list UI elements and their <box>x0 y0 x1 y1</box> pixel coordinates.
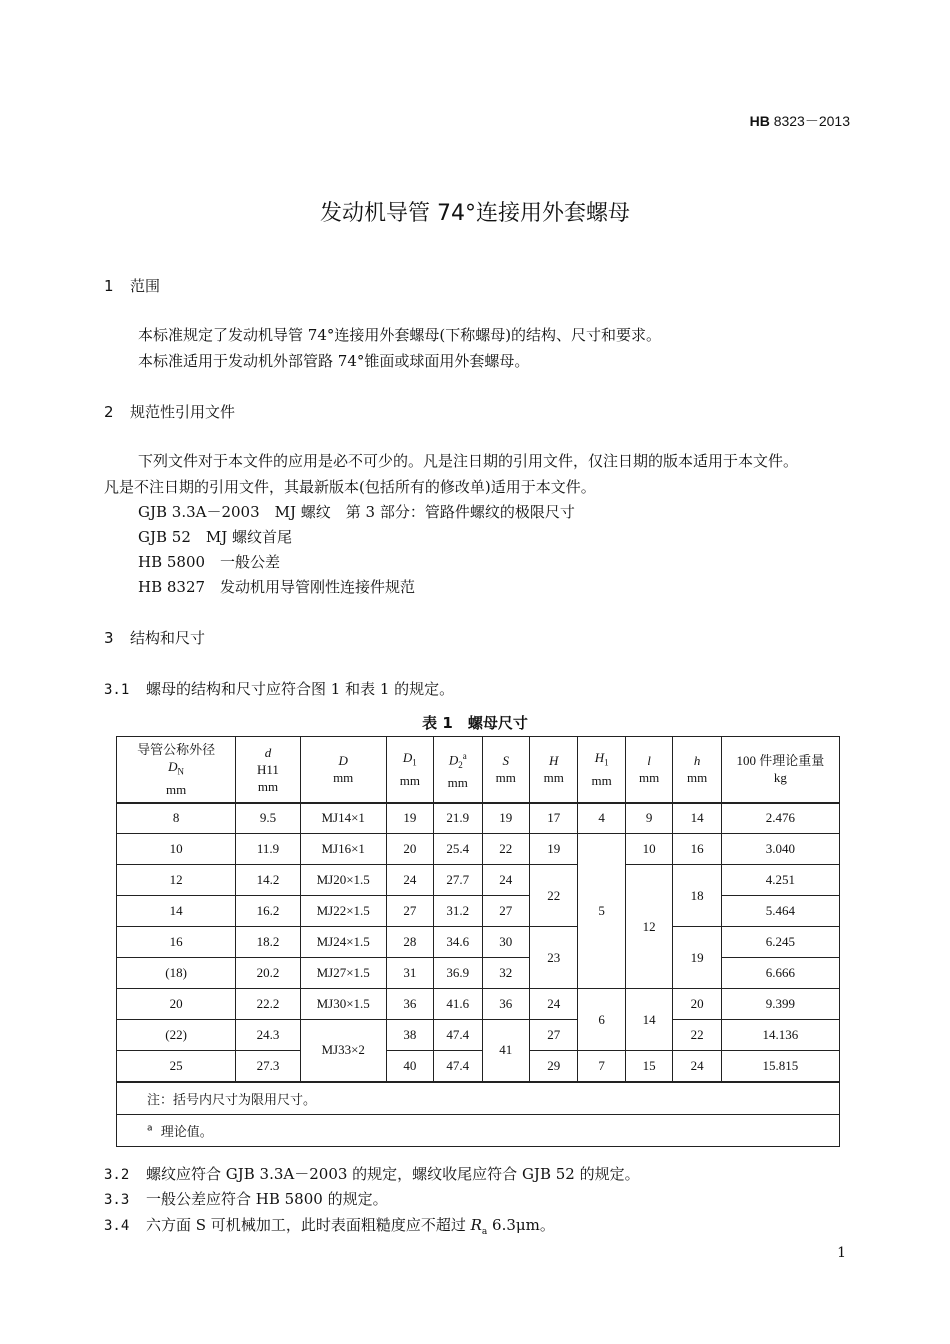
cell: 34.6 <box>434 927 482 958</box>
table-row <box>117 834 840 865</box>
cell: 7 <box>578 1051 625 1082</box>
cell: 2.476 <box>721 803 839 834</box>
cell: 31.2 <box>434 896 482 927</box>
reference-item: HB 8327 发动机用导管刚性连接件规范 <box>138 578 416 596</box>
section-3-heading: 3 结构和尺寸 <box>104 629 206 647</box>
page-title: 发动机导管 74°连接用外套螺母 <box>320 201 630 226</box>
cell: 8 <box>117 803 236 834</box>
cell: MJ22×1.5 <box>300 896 386 927</box>
cell: 20 <box>386 834 433 865</box>
cell: 14.136 <box>721 1020 839 1051</box>
cell: (18) <box>117 958 236 989</box>
cell: 10 <box>117 834 236 865</box>
cell: 27 <box>386 896 433 927</box>
table-header-row <box>117 737 840 803</box>
clause-3-2: 3.2 螺纹应符合 GJB 3.3A－2003 的规定，螺纹收尾应符合 GJB 52 的规定。 <box>104 1165 640 1183</box>
cell: MJ14×1 <box>300 803 386 834</box>
cell: 4 <box>578 803 625 834</box>
header-H: H mm <box>529 737 577 803</box>
cell: 14.2 <box>236 865 301 896</box>
table-footnote: $^a$ 理论值。 <box>117 1114 840 1146</box>
header-S: S mm <box>482 737 529 803</box>
reference-item: HB 5800 一般公差 <box>138 553 281 571</box>
cell: 41.6 <box>434 989 482 1020</box>
header-D2: $D_2^a$ mm <box>434 737 482 803</box>
cell: 40 <box>386 1051 433 1082</box>
cell: 25 <box>117 1051 236 1082</box>
reference-item: GJB 52 MJ 螺纹首尾 <box>138 528 293 546</box>
cell: 30 <box>482 927 529 958</box>
clause-3-3: 3.3 一般公差应符合 HB 5800 的规定。 <box>104 1190 388 1208</box>
cell: 19 <box>482 803 529 834</box>
cell: 12 <box>117 865 236 896</box>
table-row <box>117 958 840 989</box>
cell: 17 <box>529 803 577 834</box>
cell: 3.040 <box>721 834 839 865</box>
cell: 22 <box>482 834 529 865</box>
header-dn: 导管公称外径 $D_N$ mm <box>117 737 236 803</box>
table-note: 注：括号内尺寸为限用尺寸。 <box>117 1082 840 1115</box>
cell: 25.4 <box>434 834 482 865</box>
cell: 19 <box>529 834 577 865</box>
cell: 31 <box>386 958 433 989</box>
section-2-para-1b: 凡是不注日期的引用文件，其最新版本(包括所有的修改单)适用于本文件。 <box>104 478 596 496</box>
table-note-row <box>117 1082 840 1115</box>
cell: 22 <box>673 1020 721 1051</box>
cell: 18 <box>673 865 721 927</box>
page-number: 1 <box>837 1245 846 1261</box>
cell: 47.4 <box>434 1051 482 1082</box>
cell: 5.464 <box>721 896 839 927</box>
cell: 16 <box>117 927 236 958</box>
section-1-heading: 1 范围 <box>104 277 161 295</box>
section-2-para-1a: 下列文件对于本文件的应用是必不可少的。凡是注日期的引用文件，仅注日期的版本适用于本文件。 <box>138 452 799 470</box>
cell: 23 <box>529 927 577 989</box>
cell: 21.9 <box>434 803 482 834</box>
cell: 18.2 <box>236 927 301 958</box>
cell: 24 <box>529 989 577 1020</box>
cell: 10 <box>625 834 672 865</box>
cell: 47.4 <box>434 1020 482 1051</box>
cell: 14 <box>673 803 721 834</box>
cell: 15.815 <box>721 1051 839 1082</box>
cell: 9.399 <box>721 989 839 1020</box>
cell: MJ33×2 <box>300 1020 386 1082</box>
cell: 38 <box>386 1020 433 1051</box>
header-h: h mm <box>673 737 721 803</box>
table-row <box>117 896 840 927</box>
header-D: D mm <box>300 737 386 803</box>
cell: 36 <box>386 989 433 1020</box>
reference-item: GJB 3.3A－2003 MJ 螺纹 第 3 部分：管路件螺纹的极限尺寸 <box>138 503 575 521</box>
header-weight: 100 件理论重量 kg <box>721 737 839 803</box>
cell: 27 <box>482 896 529 927</box>
cell: 29 <box>529 1051 577 1082</box>
cell: 6.666 <box>721 958 839 989</box>
cell: 24 <box>482 865 529 896</box>
cell: 5 <box>578 834 625 989</box>
cell: 6.245 <box>721 927 839 958</box>
cell: 32 <box>482 958 529 989</box>
cell: 6 <box>578 989 625 1051</box>
cell: 12 <box>625 865 672 989</box>
cell: 9.5 <box>236 803 301 834</box>
cell: 27.7 <box>434 865 482 896</box>
cell: (22) <box>117 1020 236 1051</box>
cell: MJ27×1.5 <box>300 958 386 989</box>
cell: 11.9 <box>236 834 301 865</box>
header-l: l mm <box>625 737 672 803</box>
nut-dimension-table <box>116 736 840 1147</box>
table-row <box>117 927 840 958</box>
document-number: HB 8323－2013 <box>749 113 850 129</box>
cell: 28 <box>386 927 433 958</box>
cell: 41 <box>482 1020 529 1082</box>
clause-3-1: 3.1 螺母的结构和尺寸应符合图 1 和表 1 的规定。 <box>104 680 455 698</box>
table-row <box>117 803 840 834</box>
cell: 36.9 <box>434 958 482 989</box>
table-row <box>117 1020 840 1051</box>
cell: MJ20×1.5 <box>300 865 386 896</box>
section-1-para-2: 本标准适用于发动机外部管路 74°锥面或球面用外套螺母。 <box>138 352 530 370</box>
cell: 22.2 <box>236 989 301 1020</box>
cell: 16.2 <box>236 896 301 927</box>
cell: 22 <box>529 865 577 927</box>
table-row <box>117 865 840 896</box>
cell: 14 <box>117 896 236 927</box>
cell: 14 <box>625 989 672 1051</box>
cell: 19 <box>386 803 433 834</box>
cell: 27 <box>529 1020 577 1051</box>
cell: MJ16×1 <box>300 834 386 865</box>
cell: 15 <box>625 1051 672 1082</box>
cell: 27.3 <box>236 1051 301 1082</box>
cell: MJ30×1.5 <box>300 989 386 1020</box>
cell: 20 <box>117 989 236 1020</box>
header-D1: $D_1$ mm <box>386 737 433 803</box>
table-footnote-row <box>117 1114 840 1146</box>
cell: 24.3 <box>236 1020 301 1051</box>
table-row <box>117 1051 840 1082</box>
cell: 16 <box>673 834 721 865</box>
header-d: d H11 mm <box>236 737 301 803</box>
cell: 9 <box>625 803 672 834</box>
table-row <box>117 989 840 1020</box>
cell: 4.251 <box>721 865 839 896</box>
table-caption: 表 1 螺母尺寸 <box>422 714 528 732</box>
cell: 36 <box>482 989 529 1020</box>
section-2-heading: 2 规范性引用文件 <box>104 403 236 421</box>
cell: 20.2 <box>236 958 301 989</box>
cell: 20 <box>673 989 721 1020</box>
cell: 24 <box>386 865 433 896</box>
clause-3-4: 3.4 六方面 S 可机械加工，此时表面粗糙度应不超过 $R_a$ 6.3μm。 <box>104 1216 555 1237</box>
header-H1: $H_1$ mm <box>578 737 625 803</box>
cell: 19 <box>673 927 721 989</box>
section-1-para-1: 本标准规定了发动机导管 74°连接用外套螺母(下称螺母)的结构、尺寸和要求。 <box>138 326 662 344</box>
cell: 24 <box>673 1051 721 1082</box>
cell: MJ24×1.5 <box>300 927 386 958</box>
